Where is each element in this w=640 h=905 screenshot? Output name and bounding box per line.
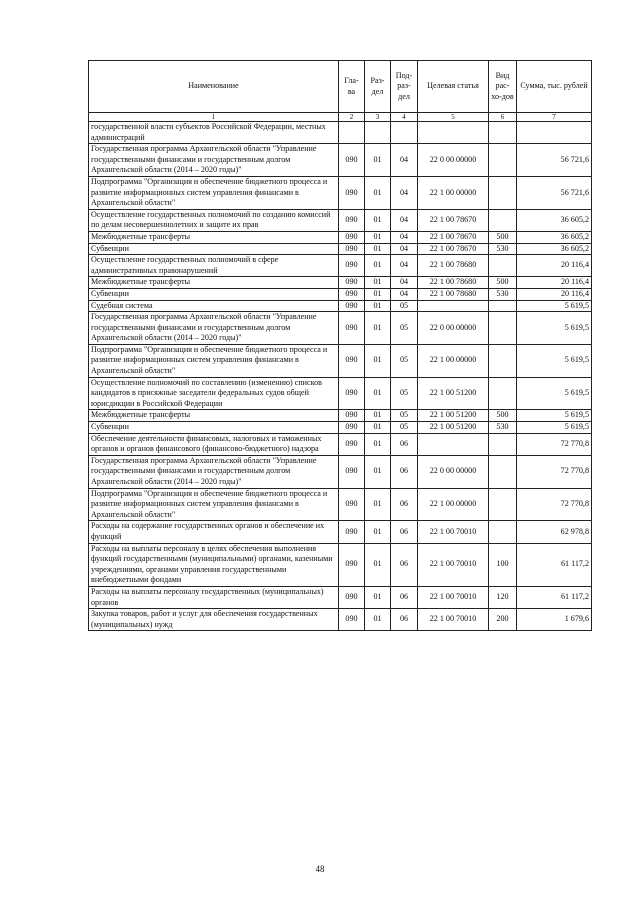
row-podrazdel: 04 [391, 277, 418, 289]
row-sum: 20 116,4 [517, 255, 592, 277]
row-name: Межбюджетные трансферты [89, 231, 339, 243]
row-razdel: 01 [365, 455, 391, 488]
row-razdel: 01 [365, 255, 391, 277]
column-number: 6 [489, 113, 517, 122]
row-sum: 36 605,2 [517, 231, 592, 243]
row-razdel: 01 [365, 422, 391, 434]
table-row [89, 243, 592, 255]
row-target-article: 22 1 00 78670 [418, 231, 489, 243]
table-row [89, 433, 592, 455]
row-glava: 090 [339, 410, 365, 422]
row-name: государственной власти субъектов Российской Федерации, местных администраций [89, 122, 339, 144]
row-name: Обеспечение деятельности финансовых, налоговых и таможенных органов и органов финансового (финансово-бюджетного) надзора [89, 433, 339, 455]
row-target-article: 22 1 00 70010 [418, 543, 489, 586]
header-razdel: Раз-дел [365, 61, 391, 113]
row-expense-type [489, 255, 517, 277]
column-number: 5 [418, 113, 489, 122]
table-row [89, 488, 592, 521]
row-razdel: 01 [365, 488, 391, 521]
row-sum: 5 619,5 [517, 422, 592, 434]
header-podrazdel: Под-раз-дел [391, 61, 418, 113]
row-expense-type: 200 [489, 609, 517, 631]
row-sum: 61 117,2 [517, 543, 592, 586]
row-podrazdel: 04 [391, 176, 418, 209]
row-sum: 56 721,6 [517, 176, 592, 209]
column-number: 3 [365, 113, 391, 122]
row-glava: 090 [339, 312, 365, 345]
row-target-article [418, 122, 489, 144]
budget-table-page [88, 60, 591, 631]
row-expense-type: 500 [489, 231, 517, 243]
row-podrazdel: 05 [391, 377, 418, 410]
row-podrazdel: 04 [391, 243, 418, 255]
row-sum: 62 978,8 [517, 521, 592, 543]
row-glava: 090 [339, 586, 365, 608]
row-razdel: 01 [365, 344, 391, 377]
row-glava: 090 [339, 609, 365, 631]
row-expense-type: 500 [489, 410, 517, 422]
row-podrazdel: 06 [391, 488, 418, 521]
header-sum: Сумма, тыс. рублей [517, 61, 592, 113]
row-podrazdel: 06 [391, 543, 418, 586]
table-row [89, 609, 592, 631]
row-podrazdel: 04 [391, 209, 418, 231]
row-name: Субвенции [89, 243, 339, 255]
page-number: 48 [315, 864, 325, 874]
row-expense-type [489, 344, 517, 377]
row-razdel: 01 [365, 231, 391, 243]
row-name: Расходы на выплаты персоналу в целях обеспечения выполнения функций государственными (муниципальными) органами, казенными учреждениями, органами управления государственными внебюджетными фондами [89, 543, 339, 586]
row-sum: 20 116,4 [517, 277, 592, 289]
row-razdel: 01 [365, 209, 391, 231]
row-target-article: 22 1 00 78680 [418, 288, 489, 300]
table-row [89, 422, 592, 434]
row-expense-type: 500 [489, 277, 517, 289]
table-row [89, 455, 592, 488]
row-glava: 090 [339, 231, 365, 243]
row-podrazdel: 05 [391, 422, 418, 434]
row-expense-type [489, 312, 517, 345]
table-row [89, 209, 592, 231]
row-name: Осуществление полномочий по составлению (изменению) списков кандидатов в присяжные заседатели федеральных судов общей юрисдикции в Российской Федерации [89, 377, 339, 410]
row-target-article: 22 1 00 51200 [418, 410, 489, 422]
row-podrazdel: 06 [391, 455, 418, 488]
row-expense-type [489, 455, 517, 488]
row-razdel: 01 [365, 521, 391, 543]
row-razdel: 01 [365, 277, 391, 289]
row-name: Расходы на выплаты персоналу государственных (муниципальных) органов [89, 586, 339, 608]
row-expense-type [489, 176, 517, 209]
row-name: Закупка товаров, работ и услуг для обеспечения государственных (муниципальных) нужд [89, 609, 339, 631]
row-target-article: 22 0 00 00000 [418, 144, 489, 177]
table-row [89, 410, 592, 422]
row-sum: 5 619,5 [517, 344, 592, 377]
row-name: Осуществление государственных полномочий по созданию комиссий по делам несовершеннолетних и защите их прав [89, 209, 339, 231]
row-glava: 090 [339, 344, 365, 377]
row-razdel: 01 [365, 543, 391, 586]
row-target-article [418, 300, 489, 312]
row-sum: 36 605,2 [517, 209, 592, 231]
row-name: Межбюджетные трансферты [89, 277, 339, 289]
row-expense-type: 530 [489, 422, 517, 434]
row-podrazdel: 06 [391, 433, 418, 455]
row-name: Подпрограмма "Организация и обеспечение бюджетного процесса и развитие информационных систем управления финансами в Архангельской области" [89, 344, 339, 377]
row-expense-type: 530 [489, 288, 517, 300]
row-podrazdel: 04 [391, 231, 418, 243]
table-row [89, 586, 592, 608]
row-glava: 090 [339, 488, 365, 521]
row-target-article: 22 1 00 78680 [418, 277, 489, 289]
row-podrazdel [391, 122, 418, 144]
row-name: Осуществление государственных полномочий в сфере административных правонарушений [89, 255, 339, 277]
row-glava: 090 [339, 144, 365, 177]
column-number: 1 [89, 113, 339, 122]
row-target-article: 22 1 00 78670 [418, 243, 489, 255]
row-podrazdel: 05 [391, 410, 418, 422]
budget-table [88, 60, 592, 631]
row-sum: 5 619,5 [517, 410, 592, 422]
table-row [89, 312, 592, 345]
row-target-article: 22 0 00 00000 [418, 455, 489, 488]
row-expense-type [489, 488, 517, 521]
row-sum: 72 770,8 [517, 433, 592, 455]
row-target-article: 22 1 00 00000 [418, 176, 489, 209]
row-glava: 090 [339, 455, 365, 488]
table-row [89, 300, 592, 312]
table-row [89, 144, 592, 177]
row-sum: 5 619,5 [517, 312, 592, 345]
header-name: Наименование [89, 61, 339, 113]
row-sum: 1 679,6 [517, 609, 592, 631]
row-name: Субвенции [89, 288, 339, 300]
row-name: Государственная программа Архангельской области "Управление государственными финансами и государственным долгом Архангельской области (2014 – 2020 годы)" [89, 455, 339, 488]
row-sum: 36 605,2 [517, 243, 592, 255]
row-razdel: 01 [365, 586, 391, 608]
row-sum: 72 770,8 [517, 488, 592, 521]
row-razdel [365, 122, 391, 144]
row-glava: 090 [339, 377, 365, 410]
row-razdel: 01 [365, 288, 391, 300]
row-razdel: 01 [365, 609, 391, 631]
column-number: 2 [339, 113, 365, 122]
row-sum: 20 116,4 [517, 288, 592, 300]
table-row [89, 255, 592, 277]
row-target-article: 22 1 00 00000 [418, 488, 489, 521]
row-razdel: 01 [365, 377, 391, 410]
row-razdel: 01 [365, 144, 391, 177]
row-expense-type [489, 300, 517, 312]
row-name: Подпрограмма "Организация и обеспечение бюджетного процесса и развитие информационных систем управления финансами в Архангельской области" [89, 488, 339, 521]
row-expense-type [489, 521, 517, 543]
row-target-article: 22 1 00 70010 [418, 609, 489, 631]
row-podrazdel: 04 [391, 255, 418, 277]
row-target-article: 22 1 00 70010 [418, 586, 489, 608]
row-expense-type: 530 [489, 243, 517, 255]
row-target-article: 22 1 00 51200 [418, 422, 489, 434]
row-expense-type [489, 433, 517, 455]
table-row [89, 344, 592, 377]
table-row [89, 277, 592, 289]
row-glava [339, 122, 365, 144]
row-expense-type [489, 122, 517, 144]
table-row [89, 288, 592, 300]
row-glava: 090 [339, 255, 365, 277]
row-target-article: 22 1 00 00000 [418, 344, 489, 377]
row-name: Межбюджетные трансферты [89, 410, 339, 422]
row-podrazdel: 05 [391, 312, 418, 345]
row-target-article: 22 1 00 51200 [418, 377, 489, 410]
row-sum: 5 619,5 [517, 300, 592, 312]
row-target-article: 22 0 00 00000 [418, 312, 489, 345]
row-name: Подпрограмма "Организация и обеспечение бюджетного процесса и развитие информационных систем управления финансами в Архангельской области" [89, 176, 339, 209]
header-expense-type: Вид рас-хо-дов [489, 61, 517, 113]
table-row [89, 521, 592, 543]
table-row [89, 122, 592, 144]
row-razdel: 01 [365, 176, 391, 209]
row-glava: 090 [339, 300, 365, 312]
row-expense-type [489, 377, 517, 410]
row-glava: 090 [339, 288, 365, 300]
row-glava: 090 [339, 422, 365, 434]
table-row [89, 543, 592, 586]
row-target-article: 22 1 00 70010 [418, 521, 489, 543]
row-target-article [418, 433, 489, 455]
row-glava: 090 [339, 277, 365, 289]
row-glava: 090 [339, 543, 365, 586]
row-glava: 090 [339, 433, 365, 455]
row-expense-type: 120 [489, 586, 517, 608]
row-podrazdel: 04 [391, 288, 418, 300]
column-number: 4 [391, 113, 418, 122]
row-podrazdel: 06 [391, 609, 418, 631]
row-podrazdel: 05 [391, 344, 418, 377]
column-number: 7 [517, 113, 592, 122]
row-glava: 090 [339, 521, 365, 543]
row-sum: 56 721,6 [517, 144, 592, 177]
row-expense-type [489, 144, 517, 177]
table-header-row [89, 61, 592, 113]
header-glava: Гла-ва [339, 61, 365, 113]
row-sum: 61 117,2 [517, 586, 592, 608]
row-name: Расходы на содержание государственных органов и обеспечение их функций [89, 521, 339, 543]
row-expense-type: 100 [489, 543, 517, 586]
row-sum: 72 770,8 [517, 455, 592, 488]
row-name: Субвенции [89, 422, 339, 434]
header-target-article: Целевая статья [418, 61, 489, 113]
row-name: Государственная программа Архангельской области "Управление государственными финансами и государственным долгом Архангельской области (2014 – 2020 годы)" [89, 312, 339, 345]
row-name: Судебная система [89, 300, 339, 312]
row-razdel: 01 [365, 312, 391, 345]
row-sum [517, 122, 592, 144]
row-glava: 090 [339, 243, 365, 255]
row-podrazdel: 06 [391, 586, 418, 608]
row-razdel: 01 [365, 410, 391, 422]
row-target-article: 22 1 00 78680 [418, 255, 489, 277]
row-podrazdel: 04 [391, 144, 418, 177]
column-number-row [89, 113, 592, 122]
row-target-article: 22 1 00 78670 [418, 209, 489, 231]
row-glava: 090 [339, 209, 365, 231]
row-glava: 090 [339, 176, 365, 209]
row-expense-type [489, 209, 517, 231]
table-row [89, 377, 592, 410]
table-row [89, 176, 592, 209]
row-podrazdel: 06 [391, 521, 418, 543]
row-podrazdel: 05 [391, 300, 418, 312]
table-row [89, 231, 592, 243]
row-sum: 5 619,5 [517, 377, 592, 410]
row-razdel: 01 [365, 243, 391, 255]
table-body [89, 122, 592, 631]
row-name: Государственная программа Архангельской области "Управление государственными финансами и государственным долгом Архангельской области (2014 – 2020 годы)" [89, 144, 339, 177]
row-razdel: 01 [365, 433, 391, 455]
row-razdel: 01 [365, 300, 391, 312]
